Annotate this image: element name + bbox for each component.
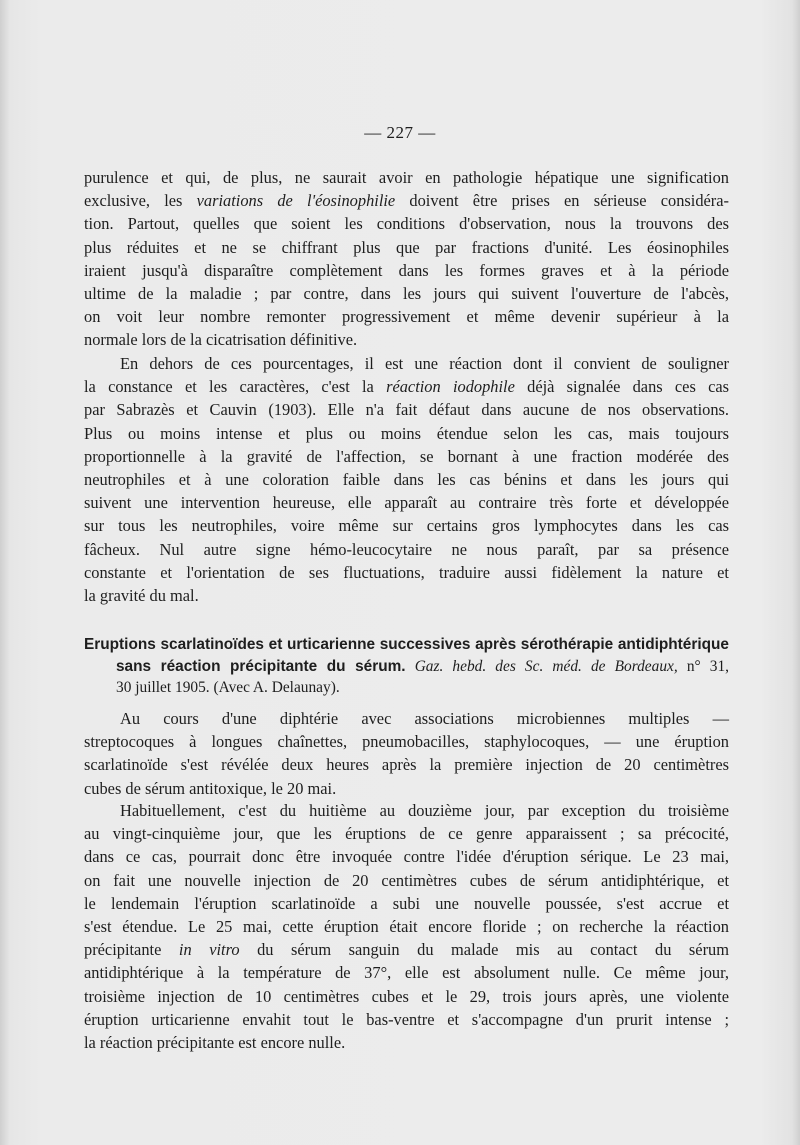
text-line: Plus ou moins intense et plus ou moins étendue selon les cas, mais toujours	[84, 423, 729, 443]
text-line: la gravité du mal.	[84, 586, 199, 606]
text-line: antidiphtérique à la température de 37°, elle est absolument nulle. Ce même jour,	[84, 963, 729, 983]
entry-date-coauthor: 30 juillet 1905. (Avec A. Delaunay).	[116, 679, 340, 696]
text-line: streptocoques à longues chaînettes, pneumobacilles, staphylocoques, — une éruption	[84, 732, 729, 752]
text-line: tion. Partout, quelles que soient les conditions d'observation, nous la trouvons des	[84, 214, 729, 234]
text-line: fâcheux. Nul autre signe hémo-leucocytaire ne nous paraît, par sa présence	[84, 539, 729, 559]
text-line: la constance et les caractères, c'est la réaction iodophile déjà signalée dans ces cas	[84, 377, 730, 397]
text-line: on fait une nouvelle injection de 20 centimètres cubes de sérum antidiphtérique, et	[84, 870, 729, 890]
text-line: on voit leur nombre remonter progressivement et même devenir supérieur à la	[84, 307, 729, 327]
text-line: au vingt-cinquième jour, que les éruptions de ce genre apparaissent ; sa précocité,	[84, 824, 729, 844]
text-line: purulence et qui, de plus, ne saurait avoir en pathologie hépatique une signification	[84, 168, 729, 187]
text-line: exclusive, les variations de l'éosinophilie doivent être prises en sérieuse considéra-	[84, 191, 729, 211]
paragraph-iodophile-reaction	[84, 352, 729, 607]
journal-reference: Gaz. hebd. des Sc. méd. de Bordeaux,	[414, 657, 678, 675]
text-line: sur tous les neutrophiles, voire même sur certains gros lymphocytes dans les cas	[84, 516, 729, 536]
text-line: plus réduites et ne se chiffrant plus que par fractions d'unité. Les éosinophiles	[84, 237, 729, 257]
text-line: s'est étendue. Le 25 mai, cette éruption était encore floride ; on recherche la réaction	[84, 917, 729, 937]
paragraph-case-course	[84, 799, 729, 1054]
text-line: iraient jusqu'à disparaître complètement dans les formes graves et à la période	[84, 260, 729, 280]
text-line: précipitante in vitro du sérum sanguin du malade mis au contact du sérum	[84, 940, 729, 960]
text-line: neutrophiles et à une coloration faible dans les cas bénins et dans les jours qui	[84, 470, 729, 490]
text-line: le lendemain l'éruption scarlatinoïde a subi une nouvelle poussée, s'est accrue et	[84, 893, 729, 913]
bibliography-entry	[84, 634, 729, 699]
text-line: la réaction précipitante est encore nulle.	[84, 1033, 346, 1053]
text-line: dans ce cas, pourrait donc être invoquée contre l'idée d'éruption sérique. Le 23 mai,	[84, 847, 729, 867]
text-line: cubes de sérum antitoxique, le 20 mai.	[84, 778, 337, 798]
text-line: Habituellement, c'est du huitième au douzième jour, par exception du troisième	[120, 801, 729, 820]
page-number: — 227 —	[364, 123, 436, 142]
text-line: normale lors de la cicatrisation définitive.	[84, 330, 358, 350]
text-line: scarlatinoïde s'est révélée deux heures après la première injection de 20 centimètres	[84, 755, 729, 775]
entry-title-end: sans réaction précipitante du sérum.	[116, 657, 406, 675]
journal-issue: n° 31,	[677, 657, 730, 675]
entry-title-line-2	[84, 656, 729, 678]
paragraph-case-onset	[84, 707, 729, 800]
text-line: proportionnelle à la gravité de l'affection, se bornant à une fraction modérée des	[84, 446, 729, 466]
text-line: Au cours d'une diphtérie avec associations microbiennes multiples —	[120, 709, 729, 728]
paragraph-eosinophilia	[84, 166, 729, 352]
text-line: ultime de la maladie ; par contre, dans les jours qui suivent l'ouverture de l'abcès,	[84, 284, 729, 304]
text-line: suivent une intervention heureuse, elle apparaît au contraire très forte et développée	[84, 493, 729, 513]
text-line: En dehors de ces pourcentages, il est une réaction dont il convient de souligner	[120, 354, 729, 373]
text-line: constante et l'orientation de ses fluctuations, traduire aussi fidèlement la nature et	[84, 562, 729, 582]
text-line: éruption urticarienne envahit tout le bas-ventre et s'accompagne d'un prurit intense ;	[84, 1009, 729, 1029]
text-line: par Sabrazès et Cauvin (1903). Elle n'a fait défaut dans aucune de nos observations.	[84, 400, 729, 420]
entry-title-line-1: Eruptions scarlatinoïdes et urticarienne successives après sérothérapie antidiphtérique	[84, 636, 729, 653]
text-line: troisième injection de 10 centimètres cubes et le 29, trois jours après, une violente	[84, 986, 729, 1006]
